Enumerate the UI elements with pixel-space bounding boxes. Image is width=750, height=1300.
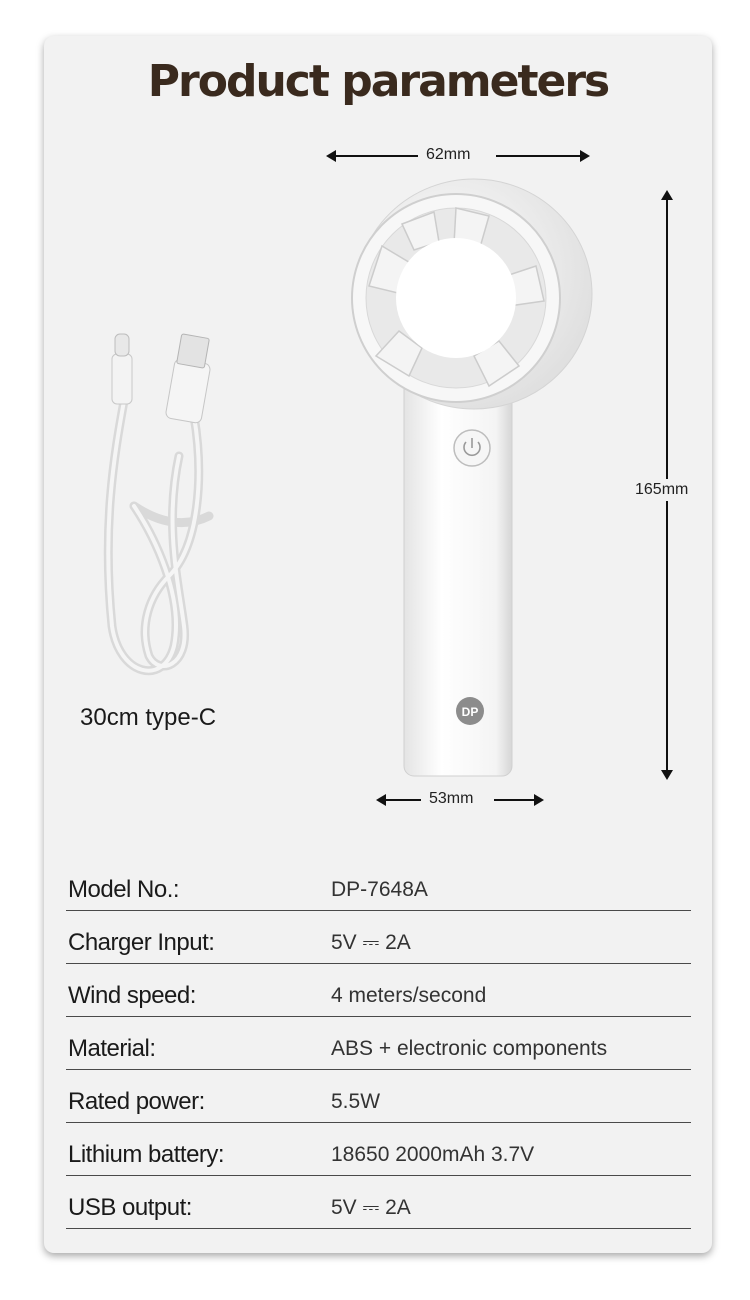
fan-illustration bbox=[314, 176, 604, 786]
spec-value: 4 meters/second bbox=[331, 984, 487, 1007]
svg-text:DP: DP bbox=[461, 705, 479, 719]
spec-label: Wind speed: bbox=[68, 982, 196, 1009]
usb-a-connector bbox=[165, 358, 211, 423]
spec-row-lithium-battery bbox=[66, 1123, 691, 1176]
spec-row-charger-input bbox=[66, 911, 691, 964]
spec-label: Lithium battery: bbox=[68, 1141, 225, 1168]
type-c-connector bbox=[112, 354, 132, 404]
arrow-head-left-icon bbox=[326, 150, 336, 162]
spec-value: 5.5W bbox=[331, 1090, 381, 1113]
spec-value: DP-7648A bbox=[331, 878, 428, 901]
usb-cable-illustration bbox=[94, 326, 234, 696]
spec-row-model bbox=[66, 858, 691, 911]
spec-row-material bbox=[66, 1017, 691, 1070]
spec-row-wind-speed bbox=[66, 964, 691, 1017]
spec-label: Material: bbox=[68, 1035, 156, 1062]
spec-value: 5V ⎓ 2A bbox=[331, 931, 411, 954]
height-label: 165mm bbox=[635, 479, 688, 501]
spec-value: 18650 2000mAh 3.7V bbox=[331, 1143, 535, 1166]
width-bottom-label: 53mm bbox=[429, 790, 474, 807]
page-title: Product parameters bbox=[147, 56, 609, 107]
product-card bbox=[44, 36, 712, 1253]
width-bottom-arrow-right bbox=[494, 799, 536, 801]
width-top-arrow-right bbox=[496, 155, 582, 157]
fan-center bbox=[396, 238, 516, 358]
width-top-arrow-left bbox=[328, 155, 418, 157]
arrow-head-down-icon bbox=[661, 770, 673, 780]
spec-row-usb-output bbox=[66, 1176, 691, 1229]
specs-table bbox=[66, 858, 691, 1229]
spec-label: Rated power: bbox=[68, 1088, 205, 1115]
arrow-head-right-icon bbox=[534, 794, 544, 806]
width-top-label: 62mm bbox=[426, 146, 471, 163]
arrow-head-up-icon bbox=[661, 190, 673, 200]
arrow-head-right-icon bbox=[580, 150, 590, 162]
spec-value: ABS + electronic components bbox=[331, 1037, 608, 1060]
spec-label: Model No.: bbox=[68, 876, 180, 903]
spec-value: 5V ⎓ 2A bbox=[331, 1196, 411, 1219]
arrow-head-left-icon bbox=[376, 794, 386, 806]
spec-label: USB output: bbox=[68, 1194, 192, 1221]
spec-row-rated-power bbox=[66, 1070, 691, 1123]
cable-label: 30cm type-C bbox=[80, 704, 217, 731]
spec-label: Charger Input: bbox=[68, 929, 215, 956]
